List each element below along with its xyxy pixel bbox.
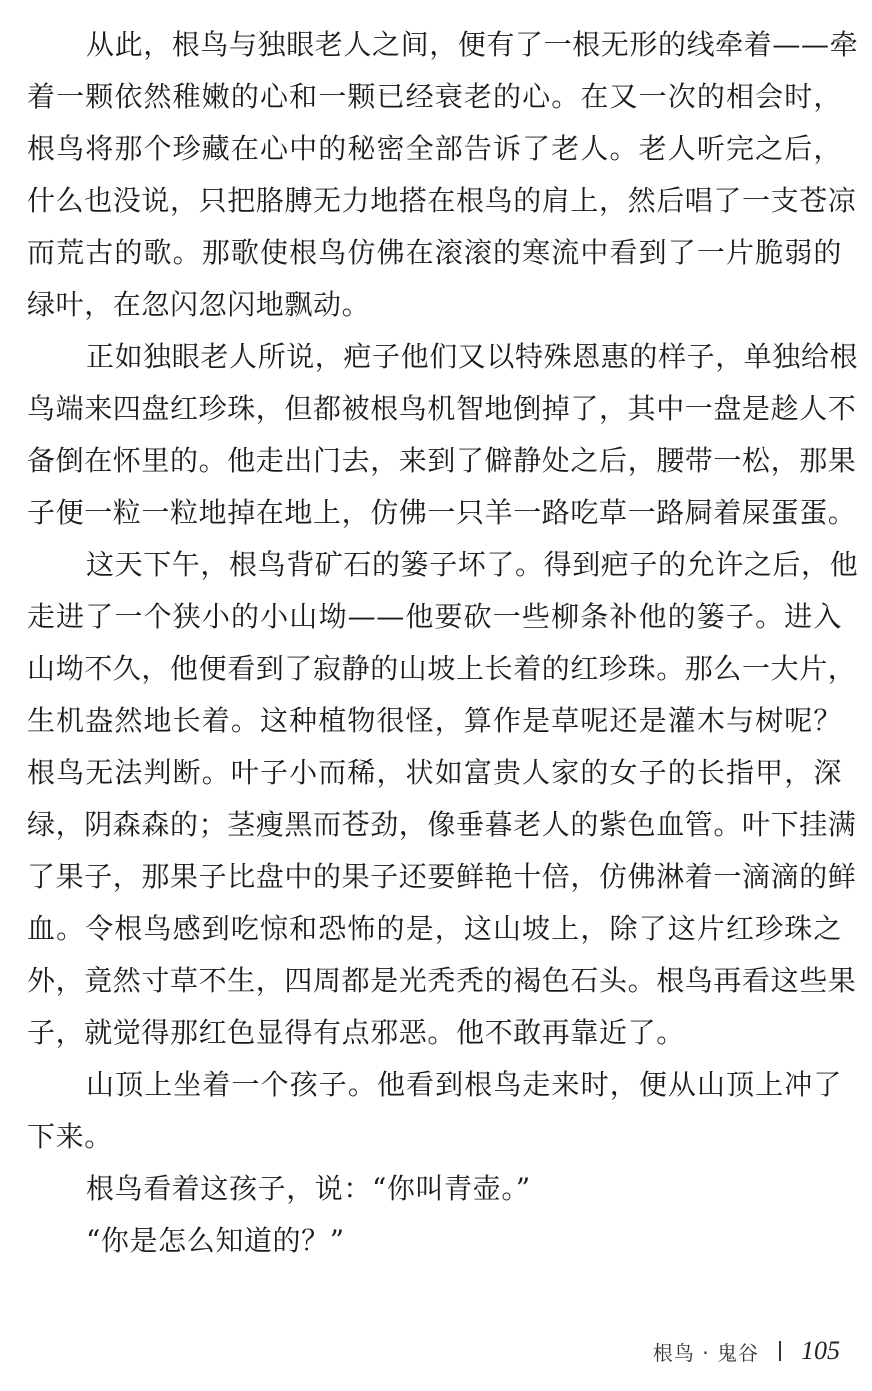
text-line: 血。令根鸟感到吃惊和恐怖的是，这山坡上，除了这片红珍珠之 <box>27 912 842 945</box>
text-line: 子，就觉得那红色显得有点邪恶。他不敢再靠近了。 <box>27 1016 685 1049</box>
text-line: 什么也没说，只把胳膊无力地搭在根鸟的肩上，然后唱了一支苍凉 <box>27 184 857 217</box>
text-line: 下来。 <box>27 1120 113 1153</box>
page-body <box>27 19 859 1267</box>
text-line: 从此，根鸟与独眼老人之间，便有了一根无形的线牵着——牵 <box>86 28 859 61</box>
paragraph-4 <box>27 1059 842 1163</box>
text-line: 山坳不久，他便看到了寂静的山坡上长着的红珍珠。那么一大片， <box>27 652 857 685</box>
text-line: 正如独眼老人所说，疤子他们又以特殊恩惠的样子，单独给根 <box>86 340 859 373</box>
text-line: 备倒在怀里的。他走出门去，来到了僻静处之后，腰带一松，那果 <box>27 444 857 477</box>
text-line: 鸟端来四盘红珍珠，但都被根鸟机智地倒掉了，其中一盘是趁人不 <box>27 392 857 425</box>
footer-separator <box>779 1341 781 1361</box>
text-line: 生机盎然地长着。这种植物很怪，算作是草呢还是灌木与树呢？ <box>27 704 842 737</box>
text-line: 了果子，那果子比盘中的果子还要鲜艳十倍，仿佛淋着一滴滴的鲜 <box>27 860 857 893</box>
text-line: 根鸟无法判断。叶子小而稀，状如富贵人家的女子的长指甲，深 <box>27 756 842 789</box>
text-line: 这天下午，根鸟背矿石的篓子坏了。得到疤子的允许之后，他 <box>86 548 859 581</box>
paragraph-5 <box>27 1163 842 1215</box>
text-line: “你是怎么知道的？” <box>86 1224 345 1257</box>
text-line: 根鸟看着这孩子，说：“你叫青壶。” <box>86 1172 531 1205</box>
text-line: 根鸟将那个珍藏在心中的秘密全部告诉了老人。老人听完之后， <box>27 132 842 165</box>
paragraph-2 <box>27 331 859 539</box>
page-footer <box>653 1333 840 1369</box>
text-line: 而荒古的歌。那歌使根鸟仿佛在滚滚的寒流中看到了一片脆弱的 <box>27 236 842 269</box>
text-line: 绿，阴森森的；茎瘦黑而苍劲，像垂暮老人的紫色血管。叶下挂满 <box>27 808 857 841</box>
paragraph-6 <box>27 1215 842 1267</box>
running-title: 根鸟 · 鬼谷 <box>652 1340 759 1365</box>
text-line: 子便一粒一粒地掉在地上，仿佛一只羊一路吃草一路屙着屎蛋蛋。 <box>27 496 857 529</box>
page-number: 105 <box>801 1336 840 1365</box>
text-line: 外，竟然寸草不生，四周都是光秃秃的褐色石头。根鸟再看这些果 <box>27 964 857 997</box>
text-line: 走进了一个狭小的小山坳——他要砍一些柳条补他的篓子。进入 <box>27 600 842 633</box>
text-line: 绿叶，在忽闪忽闪地飘动。 <box>27 288 371 321</box>
paragraph-3 <box>27 539 859 1059</box>
text-line: 山顶上坐着一个孩子。他看到根鸟走来时，便从山顶上冲了 <box>86 1068 842 1101</box>
text-line: 着一颗依然稚嫩的心和一颗已经衰老的心。在又一次的相会时， <box>27 80 842 113</box>
paragraph-1 <box>27 19 859 331</box>
